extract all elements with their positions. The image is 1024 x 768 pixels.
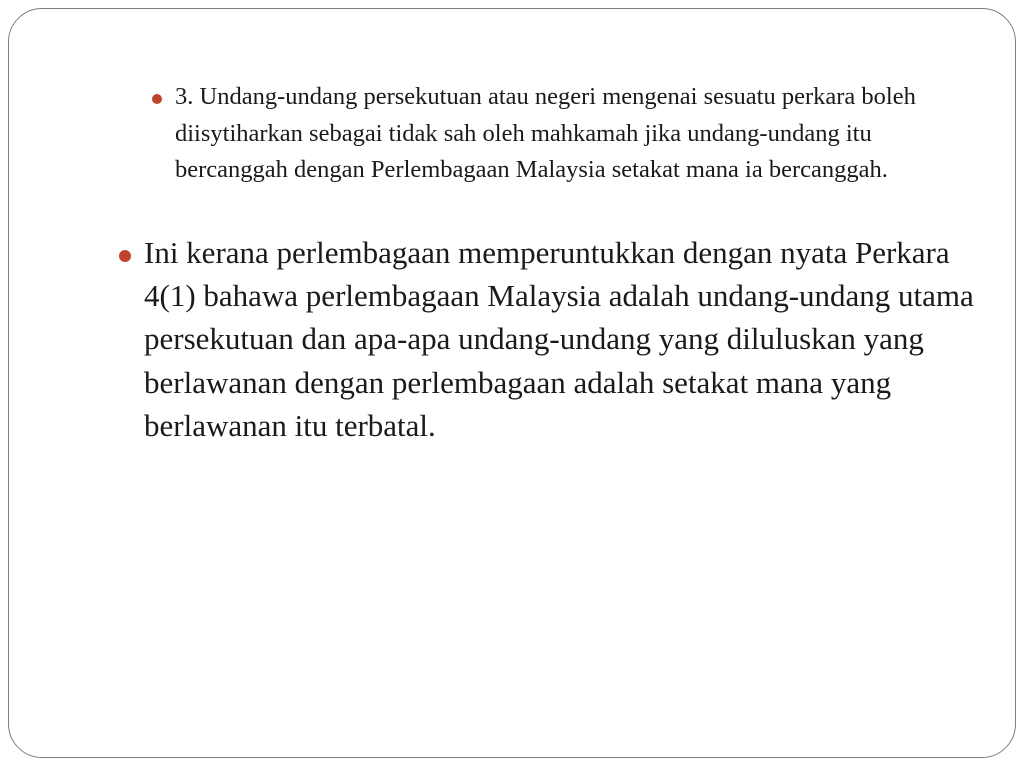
bullet-text: 3. Undang-undang persekutuan atau negeri mengenai sesuatu perkara boleh diisytiharkan sebagai tidak sah oleh mahkamah jika undang-undang itu bercanggah dengan Perlembagaan Malaysia setakat mana ia bercanggah. <box>175 83 916 183</box>
bullet-dot-icon <box>119 250 131 262</box>
slide-content <box>9 9 1017 759</box>
slide-frame <box>8 8 1016 758</box>
bullet-dot-icon <box>152 94 162 104</box>
bullet-item-main <box>144 231 1004 447</box>
bullet-text: Ini kerana perlembagaan memperuntukkan dengan nyata Perkara 4(1) bahawa perlembagaan Malaysia adalah undang-undang utama persekutuan dan apa-apa undang-undang yang diluluskan yang berlawanan dengan perlembagaan adalah setakat mana yang berlawanan itu terbatal. <box>144 235 974 443</box>
bullet-item-sub <box>175 79 985 189</box>
